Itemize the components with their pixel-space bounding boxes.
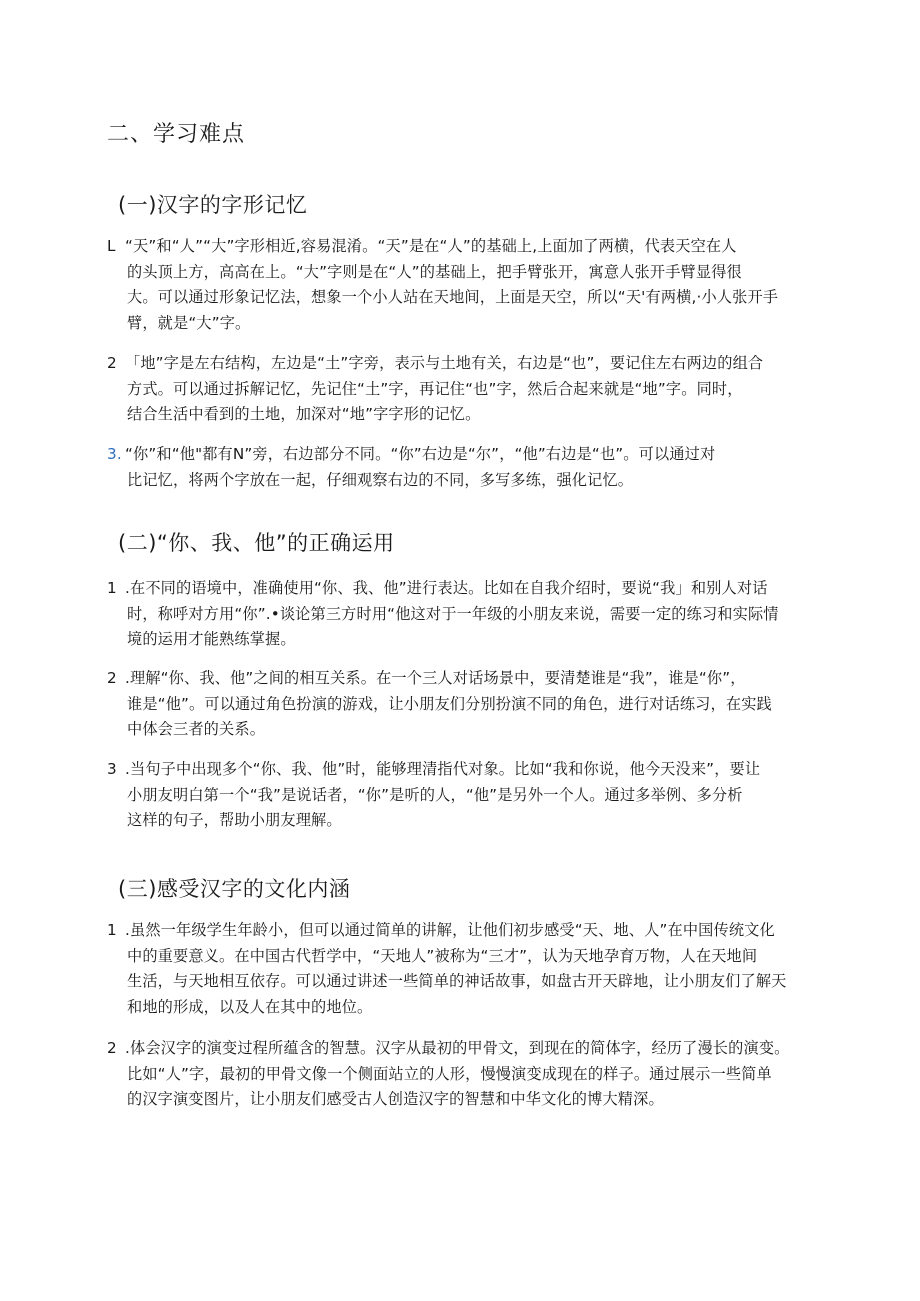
item-line: 生活，与天地相互依存。可以通过讲述一些简单的神话故事，如盘古开天辟地，让小朋友们了解天 <box>127 972 787 990</box>
item-line: 小朋友明白第一个“我”是说话者，“你”是听的人，“他”是另外一个人。通过多举例、多分析 <box>127 785 743 804</box>
item-line: 谁是“他”。可以通过角色扮演的游戏，让小朋友们分别扮演不同的角色，进行对话练习，在实践 <box>127 694 772 713</box>
item-line: L “天”和“人”“大”字形相近,容易混淆。“天”是在“人”的基础上,上面加了两横，代表天空在人 <box>107 234 807 260</box>
item-line: 2 .理解“你、我、他”之间的相互关系。在一个三人对话场景中，要清楚谁是“我”，谁是“你”， <box>107 666 807 692</box>
item-number: 2 <box>107 669 117 687</box>
item-line: 时，称呼对方用“你”.•谈论第三方时用“他这对于一年级的小朋友来说，需要一定的练习和实际情 <box>127 604 779 623</box>
item-number: 3 <box>107 760 117 778</box>
item-line: 1 .在不同的语境中，准确使用“你、我、他”进行表达。比如在自我介绍时，要说“我」和别人对话 <box>107 576 807 602</box>
subsection-heading-2: (二)“你、我、他”的正确运用 <box>118 531 395 555</box>
item-line: 比记忆，将两个字放在一起，仔细观察右边的不同，多写多练，强化记忆。 <box>127 470 634 489</box>
list-item <box>107 757 807 834</box>
list-item <box>107 1036 807 1113</box>
item-line: 3. “你”和“他"都有N”旁，右边部分不同。“你”右边是“尔”，“他”右边是“也”。可以通过对 <box>107 442 807 468</box>
item-line: 3 .当句子中出现多个“你、我、他”时，能够理清指代对象。比如“我和你说，他今天没来”，要让 <box>107 757 807 783</box>
list-item <box>107 666 807 743</box>
item-line: 臂，就是“大”字。 <box>127 313 251 332</box>
item-number: 3. <box>107 445 122 463</box>
item-line: 中体会三者的关系。 <box>127 720 266 738</box>
list-item <box>107 234 807 336</box>
item-line: 这样的句子，帮助小朋友理解。 <box>127 811 342 829</box>
list-item <box>107 351 807 428</box>
item-line: 2 「地”字是左右结构，左边是“土”字旁，表示与土地有关，右边是“也”，要记住左右两边的组合 <box>107 351 807 377</box>
item-number: L <box>107 237 116 255</box>
item-line: 的头顶上方，高高在上。“大”字则是在“人”的基础上，把手臂张开，寓意人张开手臂显得很 <box>127 262 742 281</box>
item-line: 结合生活中看到的土地，加深对“地”字字形的记忆。 <box>127 405 481 423</box>
item-line: 1 .虽然一年级学生年龄小，但可以通过简单的讲解，让他们初步感受“天、地、人”在中国传统文化 <box>107 918 807 944</box>
list-item <box>107 442 807 493</box>
item-line: 大。可以通过形象记忆法，想象一个小人站在天地间，上面是天空，所以“天'有两横,·小人张开手 <box>127 288 779 306</box>
list-item <box>107 576 807 653</box>
item-line: 比如“人”字，最初的甲骨文像一个侧面站立的人形，慢慢演变成现在的样子。通过展示一些简单 <box>127 1064 772 1083</box>
item-number: 2 <box>107 1039 117 1057</box>
item-line: 中的重要意义。在中国古代哲学中，“天地人”被称为“三才”，认为天地孕育万物，人在天地间 <box>127 946 758 965</box>
item-line: 方式。可以通过拆解记忆，先记住“土”字，再记住“也”字，然后合起来就是“地”字。同时， <box>127 379 743 398</box>
list-item <box>107 918 807 1020</box>
subsection-heading-1: (一)汉字的字形记忆 <box>118 193 308 217</box>
item-line: 2 .体会汉字的演变过程所蕴含的智慧。汉字从最初的甲骨文，到现在的简体字，经历了漫长的演变。 <box>107 1036 807 1062</box>
item-line: 境的运用才能熟练掌握。 <box>127 630 296 648</box>
item-number: 1 <box>107 921 117 939</box>
item-number: 2 <box>107 354 117 372</box>
item-line: 和地的形成，以及人在其中的地位。 <box>127 997 373 1016</box>
section-title: 二、学习难点 <box>107 122 246 147</box>
item-number: 1 <box>107 579 117 597</box>
subsection-heading-3: (三)感受汉字的文化内涵 <box>118 877 351 901</box>
item-line: 的汉字演变图片，让小朋友们感受古人创造汉字的智慧和中华文化的博大精深。 <box>127 1090 664 1108</box>
